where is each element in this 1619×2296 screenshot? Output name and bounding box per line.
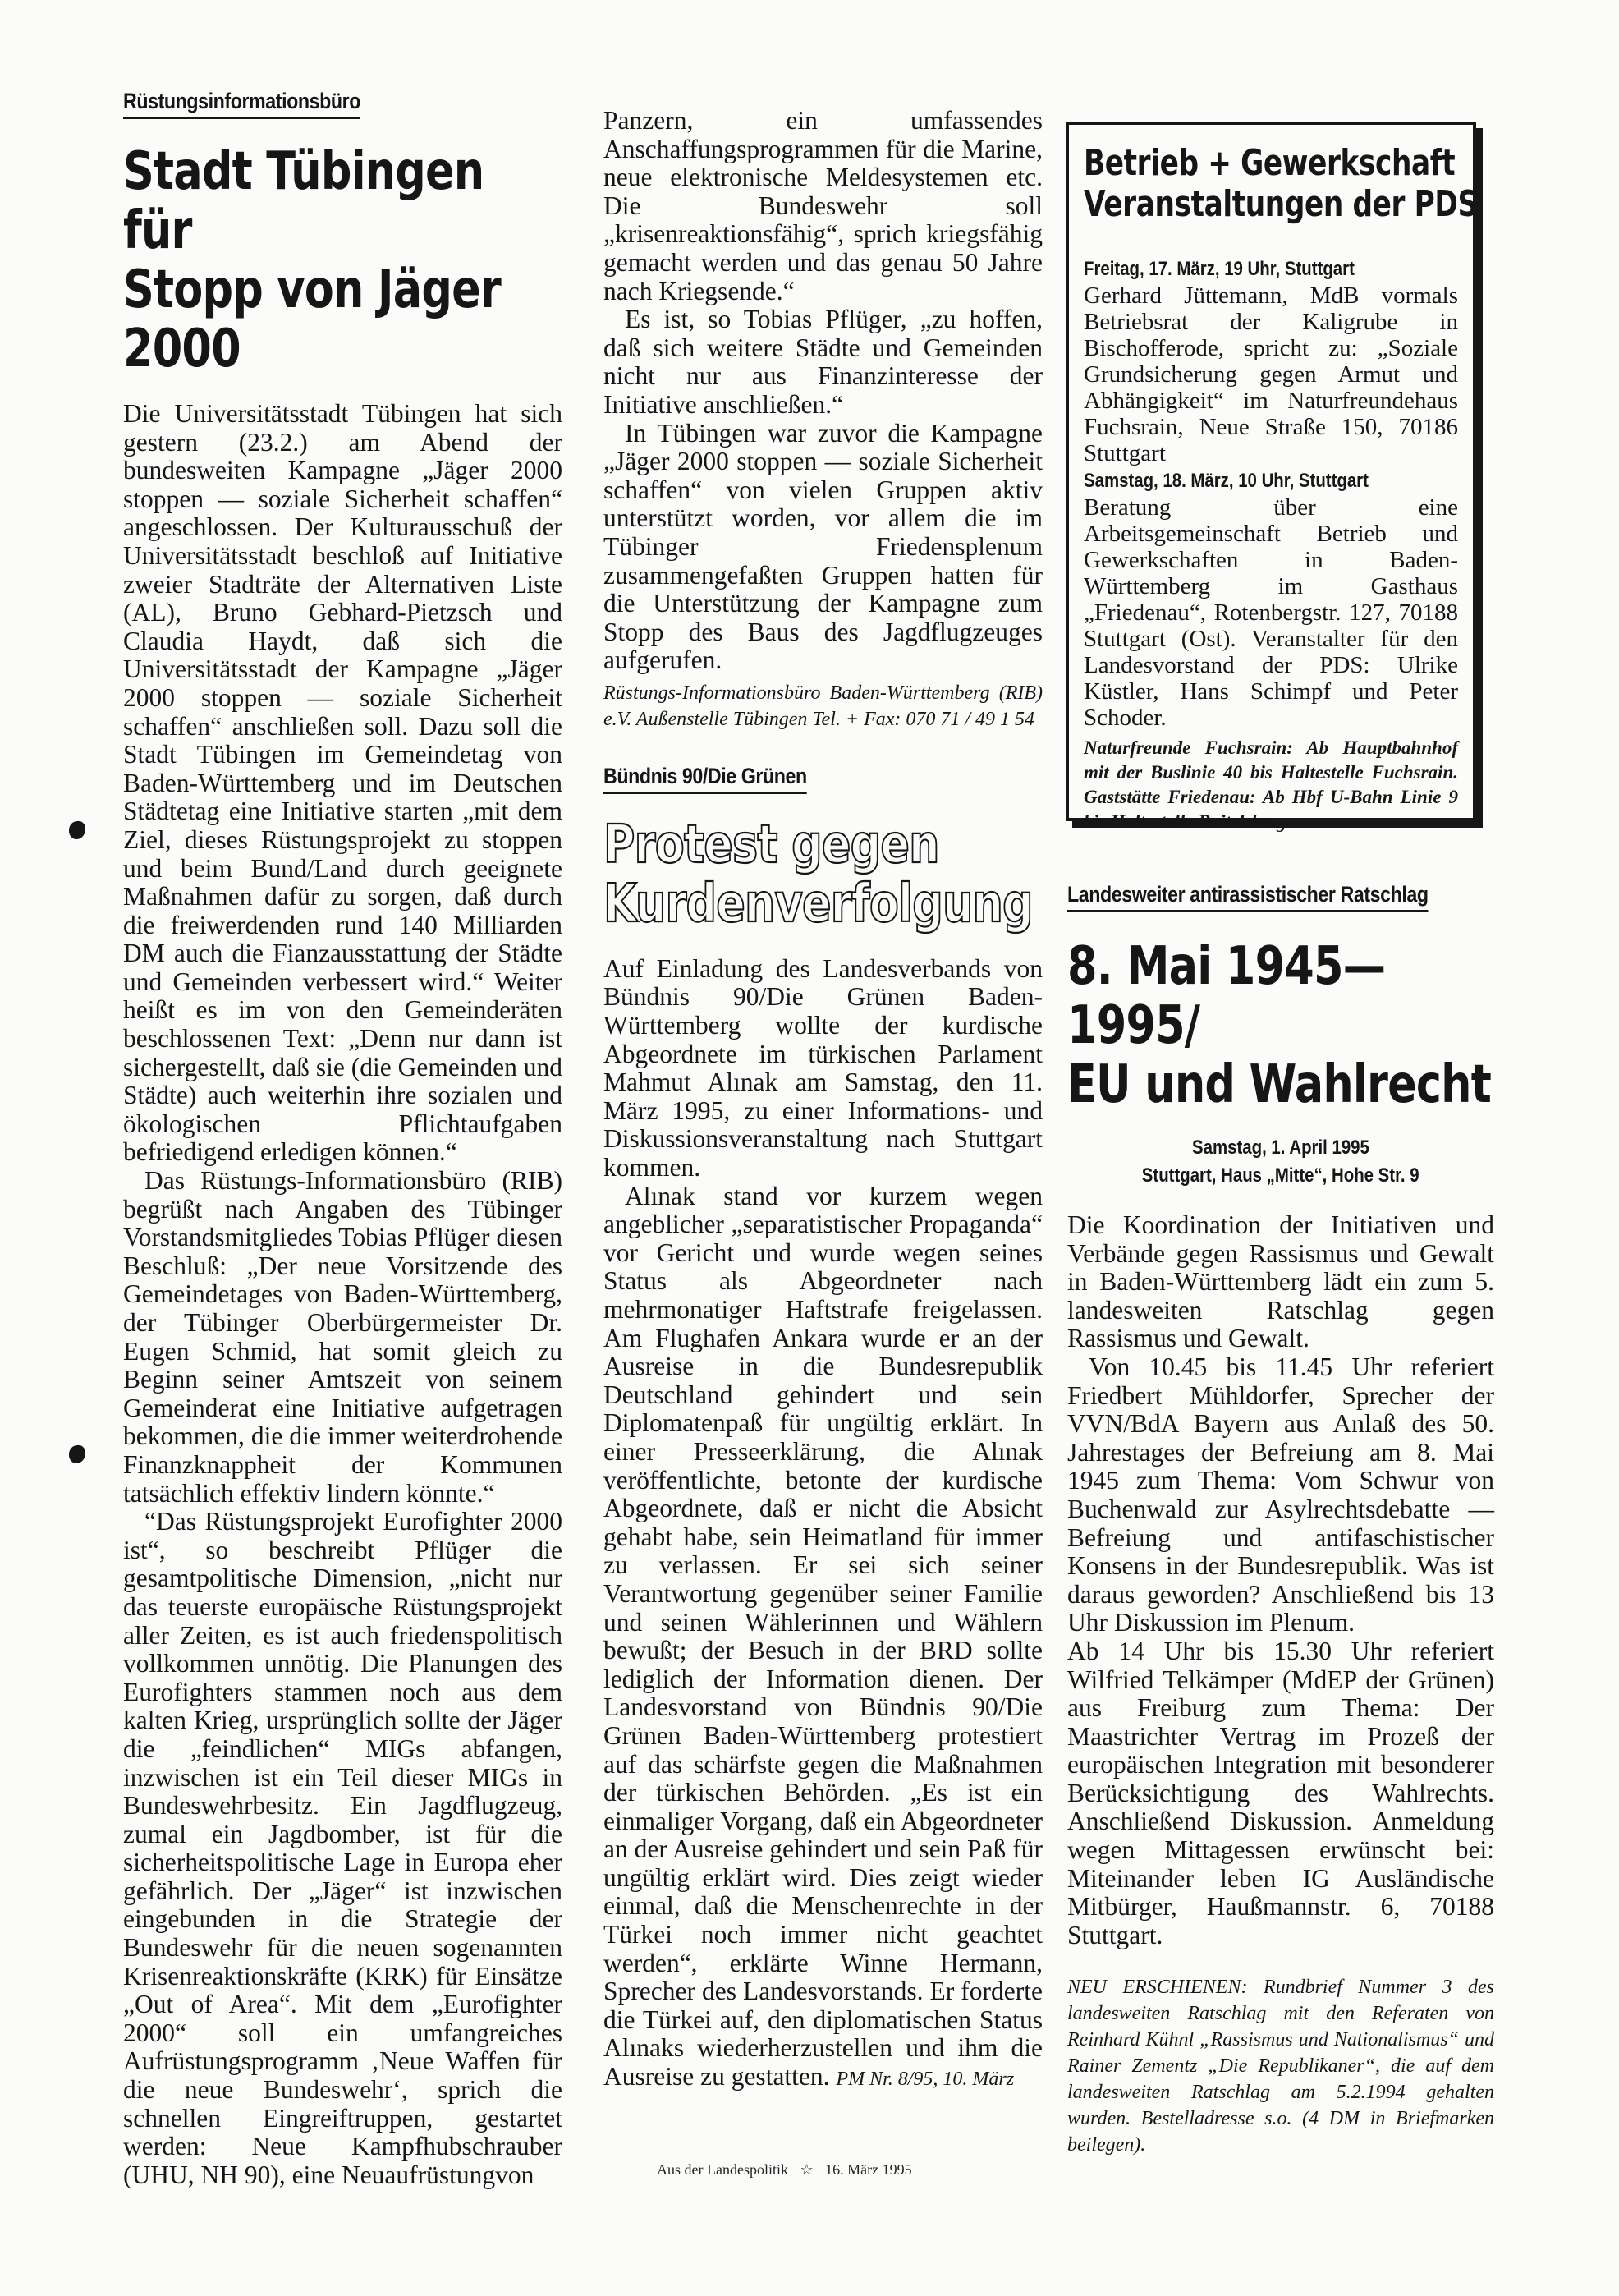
paragraph: Die Universitätsstadt Tübingen hat sich gestern (23.2.) am Abend der bundesweiten Kampagne „Jäger 2000 stoppen — soziale Sicherheit schaffen“ angeschlossen. Der Kulturausschuß der Universitätsstadt beschloß auf Initiative zweier Stadträte der Alternativen Liste (AL), Bruno Gebhard-Pietzsch und Claudia Haydt, daß sich die Universitätsstadt der Kampagne „Jäger 2000 stoppen — soziale Sicherheit schaffen“ anschließen soll. Dazu soll die Stadt Tübingen im Gemeindetag von Baden-Württemberg und im Deutschen Städtetag eine Initiative starten „mit dem Ziel, dieses Rüstungsprojekt zu stoppen und beim Bund/Land durch geeignete Maßnahmen dafür zu sorgen, daß durch die freiwerdenden rund 140 Milliarden DM auch die Fianzausstattung der Städte und Gemeinden verbessert wird.“ Weiter heißt es im von den Gemeinderäten beschlossenen Text: „Denn nur dann ist sichergestellt, daß sie (die Gemeinden und Städte) auch weiterhin ihre sozialen und ökologischen Pflichtaufgaben befriedigend erledigen können.“ — [123, 399, 562, 1167]
paragraph: Panzern, ein umfassendes Anschaffungsprogrammen für die Marine, neue elektronische Meldesystemen etc. Die Bundeswehr soll „krisenreaktionsfähig“, sprich kriegsfähig gemacht werden und das genau 50 Jahre nach Kriegsende.“ — [603, 106, 1043, 305]
article-ratschlag — [1067, 882, 1494, 2158]
paragraph: Ab 14 Uhr bis 15.30 Uhr referiert Wilfried Telkämper (MdEP der Grünen) aus Freiburg zum Thema: Der Maastrichter Vertrag im Prozeß der europäischen Integration mit besonderer Berücksichtigung des Wahlrechts. Anschließend Diskussion. Anmeldung wegen Mittagessen erwünscht bei: Miteinander leben IG Ausländische Mitbürger, Haußmannstr. 6, 70188 Stuttgart. — [1067, 1636, 1494, 1949]
box-title: Betrieb + Gewerkschaft Veranstaltungen der PDS — [1084, 142, 1478, 225]
section-kicker: Rüstungsinformationsbüro — [123, 89, 360, 119]
event-heading: Samstag, 18. März, 10 Uhr, Stuttgart — [1084, 470, 1369, 492]
box-directions: Naturfreunde Fuchsrain: Ab Hauptbahnhof mit der Buslinie 40 bis Haltestelle Fuchsrain. Gaststätte Friedenau: Ab Hbf U-Bahn Linie 9 bis Haltestelle Raitelsberg. — [1084, 737, 1458, 832]
paragraph: Alınak stand vor kurzem wegen angeblicher „separatistischer Propaganda“ vor Gericht und wurde wegen seines Status als Abgeordneter nach mehrmonatiger Haftstrafe freigelassen. Am Flughafen Ankara wurde er an der Ausreise in die Bundesrepublik Deutschland gehindert und sein Diplomatenpaß für ungültig erklärt. In einer Presseerklärung, die Alınak veröffentlichte, betonte der kurdische Abgeordnete, daß er nicht die Absicht gehabt habe, sein Heimatland für immer zu verlassen. Er sei sich seiner Verantwortung gegenüber seiner Familie und seinen Wählerinnen und Wählern bewußt; der Besuch in der BRD sollte lediglich der Information dienen. Der Landesvorstand von Bündnis 90/Die Grünen Baden-Württemberg protestiert auf das schärfste gegen die Maßnahmen der türkischen Behörden. „Es ist ein einmaliger Vorgang, daß ein Abgeordneter an der Ausreise gehindert und sein Paß für ungültig erklärt wird. Dies zeigt wieder einmal, daß die Menschenrechte in der Türkei noch immer nicht geachtet werden“, erklärte Winne Hermann, Sprecher des Landesvorstands. Er forderte die Türkei auf, den diplomatischen Status Alınaks wiederherzustellen und ihm die Ausreise zu gestatten. PM Nr. 8/95, 10. März — [603, 1181, 1043, 2092]
section-kicker: Landesweiter antirassistischer Ratschlag — [1067, 882, 1429, 912]
article-body — [1067, 1211, 1494, 1949]
article-body — [123, 400, 562, 2189]
paragraph: In Tübingen war zuvor die Kampagne „Jäger 2000 stoppen — soziale Sicherheit schaffen“ von vielen Gruppen aktiv unterstützt worden, vor allem die im Tübinger Friedensplenum zusammengefaßten Gruppen hatten für die Unterstützung der Kampagne zum Stopp des Baus des Jagdflugzeuges aufgerufen. — [603, 418, 1043, 675]
article-tuebingen — [123, 89, 562, 2189]
article-headline: Protest gegen Kurdenverfolgung — [603, 814, 1033, 934]
footer-date: 16. März 1995 — [825, 2161, 912, 2178]
paragraph: “Das Rüstungsprojekt Eurofighter 2000 ist“, so beschreibt Pflüger die gesamtpolitische Dimension, „nicht nur das teuerste europäische Rüstungsprojekt aller Zeiten, es ist auch friedenspolitisch vollkommen unnötig. Die Planungen des Eurofighters stammen noch aus dem kalten Krieg, ursprünglich sollte der Jäger die „feindlichen“ MIGs abfangen, inzwischen ist ein Teil dieser MIGs in Bundeswehrbesitz. Ein Jagdflugzeug, zumal ein Jagdbomber, ist für die sicherheitspolitische Lage in Europa eher gefährlich. Der „Jäger“ ist inzwischen eingebunden in die Strategie der Bundeswehr für die neuen sogenannten Krisenreaktionskräfte (KRK) für Einsätze „Out of Area“. Mit dem „Eurofighter 2000“ soll ein umfangreiches Aufrüstungsprogramm ‚Neue Waffen für die neue Bundeswehr‘, sprich die schnellen Eingreiftruppen, gestartet werden: Neue Kampfhubschrauber (UHU, NH 90), eine Neuaufrüstungvon — [123, 1507, 562, 2189]
paragraph: Es ist, so Tobias Pflüger, „zu hoffen, daß sich weitere Städte und Gemeinden nicht nur aus Finanzinteresse der Initiative anschließen.“ — [603, 305, 1043, 419]
event-text: Beratung über eine Arbeitsgemeinschaft Betrieb und Gewerkschaften in Baden-Württemberg im Gasthaus „Friedenau“, Rotenbergstr. 127, 70188 Stuttgart (Ost). Veranstalter für den Landesvorstand der PDS: Ulrike Küstler, Hans Schimpf und Peter Schoder. — [1084, 494, 1458, 731]
box-body — [1084, 255, 1458, 731]
pds-events-box — [1066, 122, 1478, 832]
article-headline: Stadt Tübingen für Stopp von Jäger 2000 — [123, 141, 501, 379]
footer-section: Aus der Landespolitik — [657, 2161, 788, 2178]
page-footer — [657, 2161, 912, 2179]
event-date-location: Samstag, 1. April 1995 Stuttgart, Haus „Mitte“, Hohe Str. 9 — [1142, 1137, 1419, 1187]
paragraph: Von 10.45 bis 11.45 Uhr referiert Friedbert Mühldorfer, Sprecher der VVN/BdA Bayern aus Anlaß des 50. Jahrestages der Befreiung am 8. Mai 1945 zum Thema: Vom Schwur von Buchenwald zur Asylrechtsdebatte — Befreiung und antifaschistischer Konsens in der Bundesrepublik. Was ist daraus geworden? Anschließend bis 13 Uhr Diskussion im Plenum. — [1067, 1352, 1494, 1637]
article-continuation — [603, 107, 1043, 2094]
press-release-source: PM Nr. 8/95, 10. März — [836, 2069, 1015, 2091]
article-body-continued — [603, 107, 1043, 675]
article-credit: Rüstungs-Informationsbüro Baden-Württemberg (RIB) e.V. Außenstelle Tübingen Tel. + Fax: 070 71 / 49 1 54 — [603, 682, 1043, 730]
star-icon: ☆ — [800, 2161, 814, 2178]
new-publication-note: NEU ERSCHIENEN: Rundbrief Nummer 3 des landesweiten Ratschlag mit den Referaten von Reinhard Kühnl „Rassismus und Nationalismus“ und Rainer Zementz „Die Republikaner“, die auf dem landesweiten Ratschlag am 5.2.1994 gehalten wurden. Bestelladresse s.o. (4 DM in Briefmarken beilegen). — [1067, 1977, 1494, 2156]
paragraph: Auf Einladung des Landesverbands von Bündnis 90/Die Grünen Baden-Württemberg wollte der kurdische Abgeordnete im türkischen Parlament Mahmut Alınak am Samstag, den 11. März 1995, zu einer Informations- und Diskussionsveranstaltung nach Stuttgart kommen. — [603, 953, 1043, 1182]
scan-speck — [69, 1445, 85, 1463]
section-kicker: Bündnis 90/Die Grünen — [603, 764, 807, 794]
scan-speck — [69, 821, 85, 839]
article-body — [603, 955, 1043, 2094]
paragraph: Das Rüstungs-Informationsbüro (RIB) begrüßt nach Angaben des Tübinger Vorstandsmitgliedes Tobias Pflüger diesen Beschluß: „Der neue Vorsitzende des Gemeindetages von Baden-Württemberg, der Tübinger Oberbürgermeister Dr. Eugen Schmid, hat somit gleich zu Beginn seiner Amtszeit von seinem Gemeinderat eine Initiative aufgetragen bekommen, die die immer weiterdrohende Finanzknappheit der Kommunen tatsächlich effektiv lindern könnte.“ — [123, 1166, 562, 1508]
article-kurden — [603, 764, 1043, 2094]
event-text: Gerhard Jüttemann, MdB vormals Betriebsrat der Kaligrube in Bischofferode, spricht zu: „Soziale Grundsicherung gegen Armut und Abhängigkeit“ im Naturfreundehaus Fuchsrain, Neue Straße 150, 70186 Stuttgart — [1084, 282, 1458, 466]
event-heading: Freitag, 17. März, 19 Uhr, Stuttgart — [1084, 258, 1355, 280]
article-headline: 8. Mai 1945—1995/ EU und Wahlrecht — [1067, 936, 1491, 1115]
paragraph: Die Koordination der Initiativen und Verbände gegen Rassismus und Gewalt in Baden-Württemberg lädt ein zum 5. landesweiten Ratschlag gegen Rassismus und Gewalt. — [1067, 1210, 1494, 1353]
